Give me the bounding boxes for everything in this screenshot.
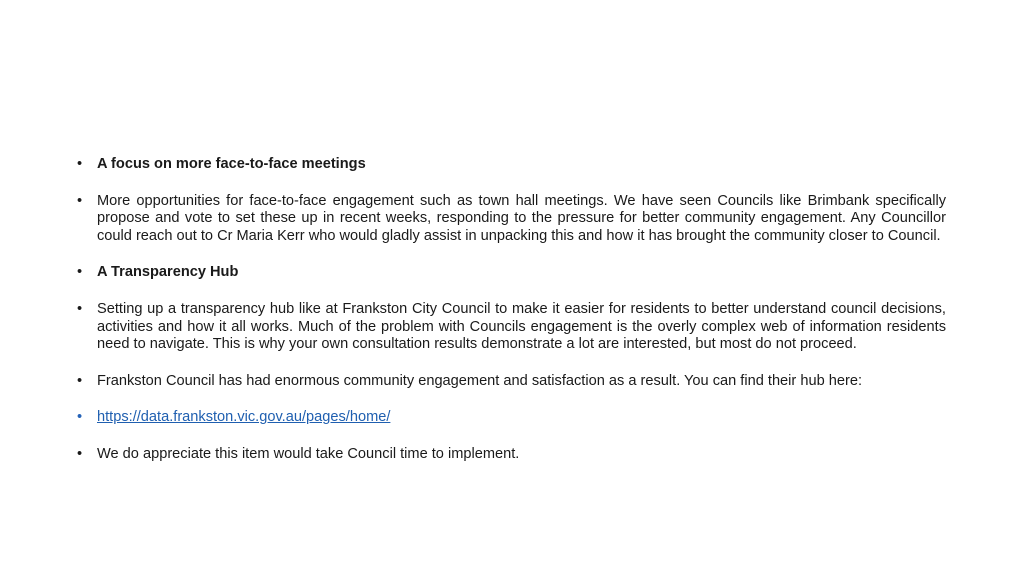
list-item-transparency-body (77, 301, 946, 354)
paragraph-closing-note: We do appreciate this item would take Council time to implement. (97, 445, 520, 462)
heading-face-to-face: A focus on more face-to-face meetings (97, 156, 366, 172)
bullet-list (77, 156, 946, 464)
list-item-closing-note (77, 446, 946, 464)
bullet-icon: • (77, 372, 83, 389)
list-item-heading-face-to-face (77, 156, 946, 174)
list-item-face-to-face-body (77, 193, 946, 246)
list-item-frankston-link (77, 409, 946, 427)
bullet-icon: • (77, 192, 83, 209)
list-item-heading-transparency-hub (77, 264, 946, 282)
bullet-icon: • (77, 300, 83, 317)
list-item-frankston-engagement (77, 373, 946, 391)
bullet-icon: • (77, 409, 83, 426)
heading-transparency-hub: A Transparency Hub (97, 264, 239, 281)
bullet-icon: • (77, 156, 83, 172)
paragraph-face-to-face: More opportunities for face-to-face engagement such as town hall meetings. We have seen Councils like Brimbank specifically propose and vote to set these up in recent weeks, responding to the pressure for better community engagement. Any Councillor could reach out to Cr Maria Kerr who would gladly assist in unpacking this and how it has brought the community closer to Council. (97, 192, 946, 244)
bullet-icon: • (77, 445, 83, 462)
frankston-hub-link[interactable]: https://data.frankston.vic.gov.au/pages/home/ (97, 409, 391, 426)
paragraph-frankston-engagement: Frankston Council has had enormous community engagement and satisfaction as a result. You can find their hub here: (97, 372, 863, 389)
paragraph-transparency-hub: Setting up a transparency hub like at Frankston City Council to make it easier for residents to better understand council decisions, activities and how it all works. Much of the problem with Councils engagement is the overly complex web of information residents need to navigate. This is why your own consultation results demonstrate a lot are interested, but most do not proceed. (97, 300, 946, 353)
bullet-icon: • (77, 264, 83, 281)
